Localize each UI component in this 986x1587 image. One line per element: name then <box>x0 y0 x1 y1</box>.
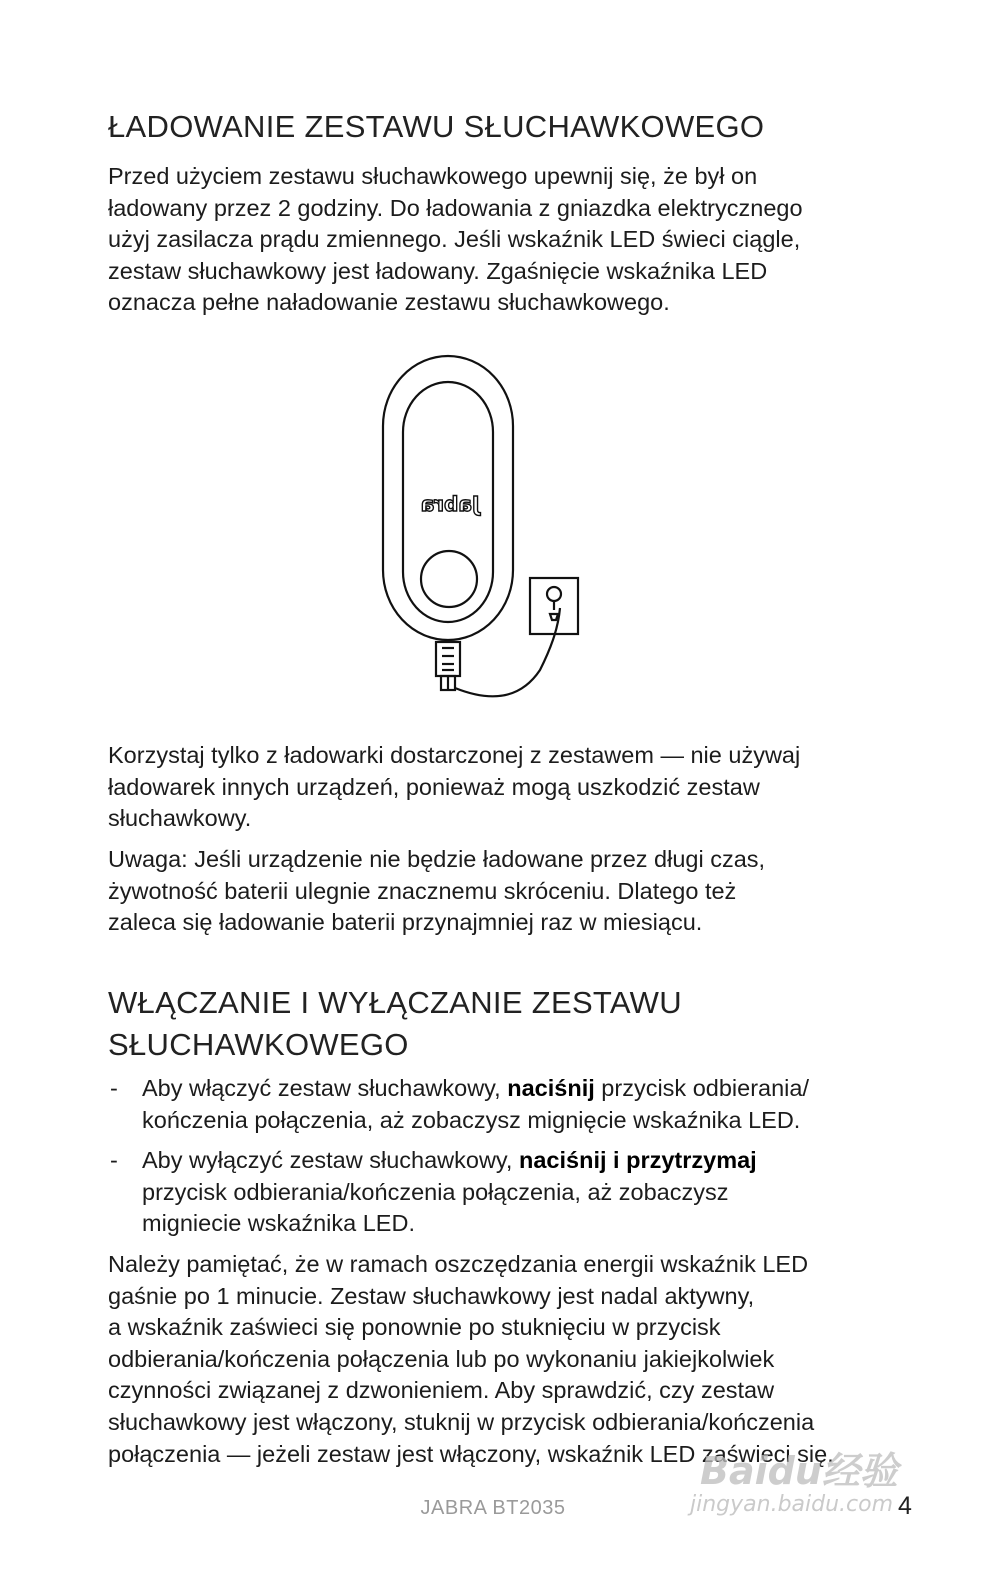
charger-cable <box>455 608 560 696</box>
bullet-dash: - <box>110 1075 118 1101</box>
text-line: Uwaga: Jeśli urządzenie nie będzie ładowane przez długi czas, <box>108 846 766 872</box>
footer-product-name: JABRA BT2035 <box>420 1497 566 1519</box>
text-line: Przed użyciem zestawu słuchawkowego upewnij się, że był on <box>108 163 758 189</box>
text-line: zestaw słuchawkowy jest ładowany. Zgaśnięcie wskaźnika LED <box>108 257 768 284</box>
text-line: użyj zasilacza prądu zmiennego. Jeśli wskaźnik LED świeci ciągle, <box>108 226 801 253</box>
headset-charging-illustration <box>370 350 600 710</box>
text-line: słuchawkowy jest włączony, stuknij w przycisk odbierania/kończenia <box>108 1408 815 1435</box>
text-line: przycisk odbierania/kończenia połączenia, aż zobaczysz <box>142 1178 729 1205</box>
text-line: ładowarek innych urządzeń, ponieważ mogą uszkodzić zestaw <box>108 773 760 800</box>
list-item-power-off: - Aby wyłączyć zestaw słuchawkowy, naciśnij i przytrzymaj przycisk odbierania/kończenia połączenia, aż zobaczysz migniecie wskaźnika LED. <box>108 1145 888 1241</box>
charging-paragraph <box>108 161 878 319</box>
text-line: Korzystaj tylko z ładowarki dostarczonej z zestawem — nie używaj <box>108 742 801 768</box>
text-line: oznacza pełne naładowanie zestawu słuchawkowego. <box>108 289 670 316</box>
text-line: zaleca się ładowanie baterii przynajmniej raz w miesiącu. <box>108 909 703 936</box>
baidu-watermark <box>690 1440 920 1535</box>
watermark-logo: Baidu经验 <box>700 1449 898 1493</box>
emphasis-press: naciśnij <box>507 1075 595 1101</box>
text-line: Należy pamiętać, że w ramach oszczędzania energii wskaźnik LED <box>108 1251 809 1277</box>
charger-warning-paragraph <box>108 740 878 835</box>
text-line: słuchawkowy. <box>108 805 252 832</box>
watermark-url: jingyan.baidu.com <box>690 1492 894 1517</box>
text-line: połączenia — jeżeli zestaw jest włączony, wskaźnik LED zaświeci się. <box>108 1440 834 1467</box>
title-line: SŁUCHAWKOWEGO <box>108 1027 409 1062</box>
jabra-logo: Jabra <box>420 492 480 516</box>
text-line: żywotność baterii ulegnie znacznemu skróceniu. Dlatego też <box>108 877 737 904</box>
power-saving-paragraph <box>108 1249 878 1470</box>
battery-note-paragraph <box>108 844 878 939</box>
text-line: odbierania/kończenia połączenia lub po wykonaniu jakiejkolwiek <box>108 1345 775 1372</box>
text-line: kończenia połączenia, aż zobaczysz mignięcie wskaźnika LED. <box>142 1106 801 1133</box>
text-line: ładowany przez 2 godziny. Do ładowania z gniazdka elektrycznego <box>108 194 803 221</box>
text-line: migniecie wskaźnika LED. <box>142 1210 415 1237</box>
emphasis-press-hold: naciśnij i przytrzymaj <box>519 1147 757 1173</box>
section-title-power <box>108 982 682 1066</box>
page-number: 4 <box>898 1492 912 1520</box>
text-line: czynności związanej z dzwonieniem. Aby sprawdzić, czy zestaw <box>108 1377 775 1404</box>
text-line: a wskaźnik zaświeci się ponownie po stuknięciu w przycisk <box>108 1314 721 1341</box>
section-title-charging: ŁADOWANIE ZESTAWU SŁUCHAWKOWEGO <box>108 109 765 144</box>
text-line: gaśnie po 1 minucie. Zestaw słuchawkowy jest nadal aktywny, <box>108 1282 755 1309</box>
answer-end-button <box>421 551 477 607</box>
list-item-power-on: - Aby włączyć zestaw słuchawkowy, naciśnij przycisk odbierania/ kończenia połączenia, aż zobaczysz mignięcie wskaźnika LED. <box>108 1073 888 1137</box>
title-line: WŁĄCZANIE I WYŁĄCZANIE ZESTAWU <box>108 985 682 1020</box>
bullet-dash: - <box>110 1147 118 1173</box>
